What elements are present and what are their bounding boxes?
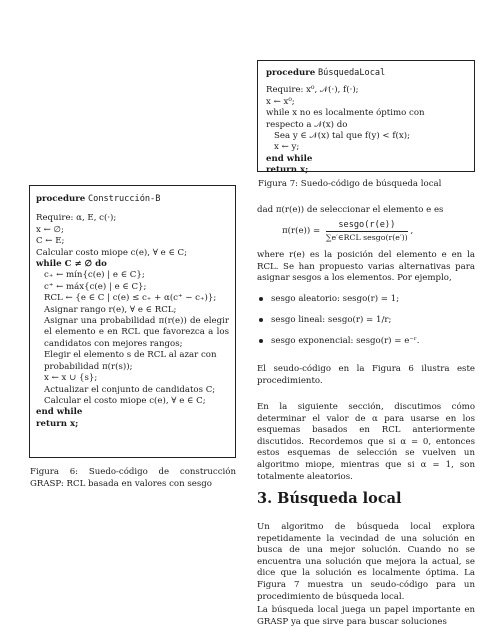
procedure-header: procedure BúsquedaLocal — [266, 68, 386, 78]
code-line: c⁺ ← máx{c(e) | e ∈ C}; — [44, 281, 147, 292]
return-line: return x; — [266, 165, 309, 176]
code-line: RCL ← {e ∈ C | c(e) ≤ c₊ + α(c⁺ − c₊)}; — [44, 293, 217, 304]
code-line: x ← ∅; — [36, 224, 64, 235]
code-line: x ← x⁰; — [266, 96, 295, 107]
code-line: Elegir el elemento s de RCL al azar con probabilidad π(r(s)); — [44, 350, 217, 372]
paragraph: En la siguiente sección, discutimos cómo determinar el valor de α para usarse en los esquemas basados en RCL anteriormente discutidos. Recordemos que si α = 0, entonces estos esquemas de selección se vuelven un algoritmo miope, mientras que si α = 1, son totalmente aleatorios. — [257, 402, 475, 482]
list-item: sesgo lineal: sesgo(r) = 1/r; — [257, 315, 475, 325]
formula-fraction — [326, 220, 408, 242]
while-line: while C ≠ ∅ do — [36, 259, 107, 270]
local-search-pseudocode-box — [257, 60, 475, 176]
code-line: Calcular costo miope c(e), ∀ e ∈ C; — [36, 247, 188, 258]
code-line: Asignar una probabilidad π(r(e)) de elegir el elemento e en RCL que favorezca a los candidatos con mejores rangos; — [44, 316, 229, 349]
code-line: Sea y ∈ 𝒩(x) tal que f(y) < f(x); — [274, 131, 410, 142]
formula-denominator: ∑e′∈RCL sesgo(r(e′)) — [325, 233, 408, 242]
code-line: Calcular el costo miope c(e), ∀ e ∈ C; — [44, 395, 206, 406]
probability-formula — [282, 220, 482, 242]
end-while-line: end while — [266, 153, 313, 164]
while-line: while x no es localmente óptimo con respecto a 𝒩(x) do — [266, 108, 425, 130]
code-line: x ← x ∪ {s}; — [44, 373, 98, 384]
paragraph: La búsqueda local juega un papel importante en GRASP ya que sirve para buscar soluciones — [257, 605, 475, 627]
section-heading: 3. Búsqueda local — [257, 490, 402, 507]
return-line: return x; — [36, 418, 79, 429]
code-line: x ← y; — [274, 142, 300, 153]
require-line: Require: α, E, c(·); — [36, 213, 117, 224]
formula-lhs: π(r(e)) = — [282, 226, 321, 236]
figure-6-caption: Figura 6: Suedo-código de construcción GRASP: RCL basada en valores con sesgo — [30, 467, 236, 489]
code-line: C ← E; — [36, 236, 65, 247]
figure-7-caption: Figura 7: Suedo-código de búsqueda local — [258, 179, 442, 189]
bias-list — [257, 294, 475, 357]
formula-end: , — [410, 226, 414, 236]
code-line: c₊ ← mín{c(e) | e ∈ C}; — [44, 270, 145, 281]
require-line: Require: x⁰, 𝒩(·), f(·); — [266, 85, 359, 96]
procedure-header: procedure Construcción-B — [36, 194, 161, 204]
code-line: Asignar rango r(e), ∀ e ∈ RCL; — [44, 304, 177, 315]
list-item: sesgo exponencial: sesgo(r) = e⁻ʳ. — [257, 336, 475, 346]
paragraph: where r(e) es la posición del elemento e en la RCL. Se han propuesto varias alternativas para asignar sesgos a los elementos. Por ejemplo, — [257, 250, 475, 284]
formula-numerator: sesgo(r(e)) — [326, 220, 408, 232]
end-while-line: end while — [36, 407, 83, 418]
paragraph: dad π(r(e)) de seleccionar el elemento e es — [257, 205, 444, 215]
paragraph: Un algoritmo de búsqueda local explora repetidamente la vecindad de una solución en busca de una mejor solución. Cuando no se encuentra una solución que mejora la actual, se dice que la solución es localmente óptima. La Figura 7 muestra un seudo-código para un procedimiento de búsqueda local. — [257, 522, 475, 602]
list-item: sesgo aleatorio: sesgo(r) = 1; — [257, 294, 475, 304]
code-line: Actualizar el conjunto de candidatos C; — [44, 384, 216, 395]
construction-pseudocode-box — [29, 185, 236, 458]
paragraph: El seudo-código en la Figura 6 ilustra este procedimiento. — [257, 364, 475, 386]
